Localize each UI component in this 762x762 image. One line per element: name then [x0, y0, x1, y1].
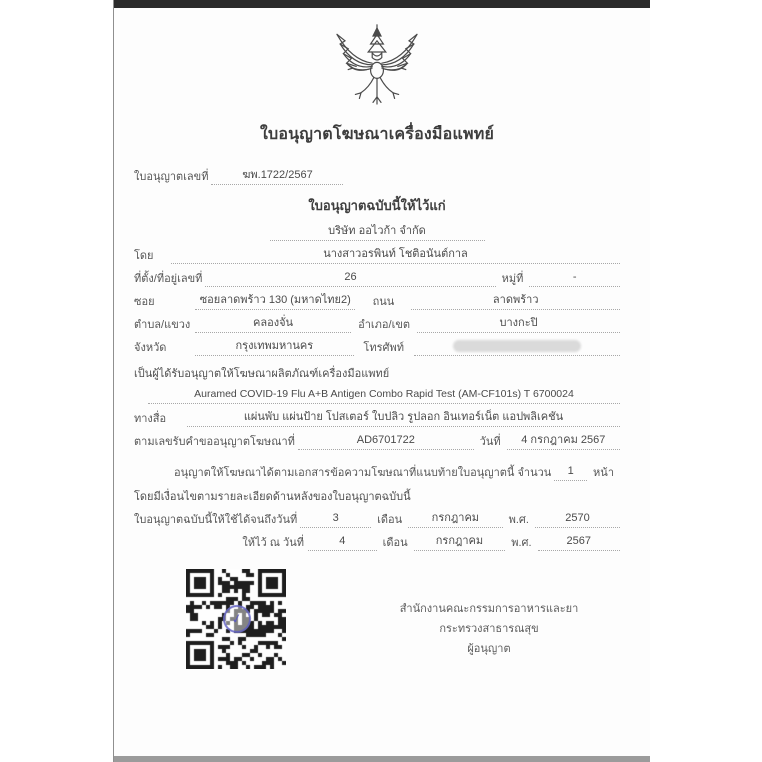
- address-row-location: [134, 269, 620, 287]
- road-value: ลาดพร้าว: [411, 292, 620, 310]
- company-row: [134, 221, 620, 241]
- address-row-subdistrict: [134, 315, 620, 333]
- address-row-province: [134, 338, 620, 356]
- license-document-page: [113, 0, 650, 762]
- application-date-label: วันที่: [479, 436, 501, 448]
- qr-container: [186, 569, 286, 669]
- soi-value: ซอยลาดพร้าว 130 (มหาดไทย2): [195, 292, 355, 310]
- representative-name-value: นางสาวอรพินท์ โชติอนันต์กาล: [171, 246, 620, 264]
- district-label: อำเภอ/เขต: [358, 319, 411, 331]
- soi-label: ซอย: [134, 296, 155, 308]
- media-row: [134, 409, 620, 427]
- road-label: ถนน: [372, 296, 395, 308]
- signer-org-line2: กระทรวงสาธารณสุข: [439, 623, 539, 635]
- company-name-value: บริษัท ออไวก้า จำกัด: [270, 221, 485, 241]
- product-name-value: Auramed COVID-19 Flu A+B Antigen Combo Rapid Test (AM-CF101s) T 6700024: [148, 386, 620, 404]
- valid-until-month: กรกฎาคม: [408, 510, 502, 528]
- garuda-emblem: [329, 22, 425, 114]
- location-label: ที่ตั้ง/ที่อยู่เลขที่: [134, 273, 203, 285]
- digital-seal-icon: ✓: [220, 602, 253, 635]
- document-title: ใบอนุญาตโฆษณาเครื่องมือแพทย์: [259, 126, 495, 143]
- valid-until-label: ใบอนุญาตฉบับนี้ให้ใช้ได้จนถึงวันที่: [134, 514, 298, 526]
- product-row: [134, 386, 620, 404]
- issued-label: ให้ไว้ ณ วันที่: [242, 537, 304, 549]
- signer-role: ผู้อนุญาต: [467, 643, 511, 655]
- application-number-row: [134, 432, 620, 450]
- phone-label: โทรศัพท์: [363, 342, 404, 354]
- subdistrict-label: ตำบล/แขวง: [134, 319, 191, 331]
- authorization-intro: เป็นผู้ได้รับอนุญาตให้โฆษณาผลิตภัณฑ์เครื่องมือแพทย์: [134, 368, 390, 380]
- application-date-value: 4 กรกฎาคม 2567: [507, 432, 620, 450]
- attachment-text: อนุญาตให้โฆษณาได้ตามเอกสารข้อความโฆษณาที่แนบท้ายใบอนุญาตนี้ จำนวน: [174, 467, 552, 479]
- license-number-value: ฆพ.1722/2567: [211, 167, 343, 185]
- district-value: บางกะปิ: [417, 315, 620, 333]
- media-value: แผ่นพับ แผ่นป้าย โปสเตอร์ ใบปลิว รูปลอก อินเทอร์เน็ต แอปพลิเคชัน: [187, 409, 620, 427]
- conditions-text: โดยมีเงื่อนไขตามรายละเอียดด้านหลังของใบอนุญาตฉบับนี้: [134, 491, 411, 503]
- signer-org-line1: สำนักงานคณะกรรมการอาหารและยา: [399, 603, 579, 615]
- valid-until-year: 2570: [535, 510, 620, 528]
- application-no-value: AD6701722: [298, 432, 474, 450]
- moo-label: หมู่ที่: [501, 273, 524, 285]
- subdistrict-value: คลองจั่น: [195, 315, 351, 333]
- license-number-row: [134, 167, 620, 185]
- address-row-soi: [134, 292, 620, 310]
- location-value: 26: [205, 269, 495, 287]
- valid-until-row: [134, 510, 620, 528]
- issued-on-row: [134, 533, 620, 551]
- province-value: กรุงเทพมหานคร: [195, 338, 354, 356]
- attachment-row: [134, 463, 620, 481]
- scan-bottom-edge: [114, 756, 650, 762]
- signer-block: [370, 569, 608, 659]
- grant-heading: ใบอนุญาตฉบับนี้ให้ไว้แก่: [308, 198, 446, 213]
- emblem-container: [134, 0, 620, 114]
- era-label: พ.ศ.: [508, 514, 529, 526]
- redaction-pill: [453, 340, 581, 352]
- issued-year: 2567: [538, 533, 620, 551]
- media-label: ทางสื่อ: [134, 413, 167, 425]
- attachment-pages-value: 1: [554, 463, 587, 481]
- issued-day: 4: [308, 533, 377, 551]
- era-label: พ.ศ.: [511, 537, 532, 549]
- phone-value-redacted: [414, 338, 620, 356]
- application-no-label: ตามเลขรับคำขออนุญาตโฆษณาที่: [134, 436, 295, 448]
- pages-unit-label: หน้า: [593, 467, 614, 479]
- moo-value: -: [529, 269, 620, 287]
- province-label: จังหวัด: [134, 342, 167, 354]
- representative-row: [134, 246, 620, 264]
- valid-until-day: 3: [300, 510, 371, 528]
- issued-month: กรกฎาคม: [414, 533, 506, 551]
- license-number-label: ใบอนุญาตเลขที่: [134, 171, 209, 183]
- month-label: เดือน: [377, 514, 403, 526]
- by-label: โดย: [134, 250, 154, 262]
- scan-top-edge: [114, 0, 650, 8]
- month-label: เดือน: [382, 537, 408, 549]
- signature-section: [134, 569, 620, 669]
